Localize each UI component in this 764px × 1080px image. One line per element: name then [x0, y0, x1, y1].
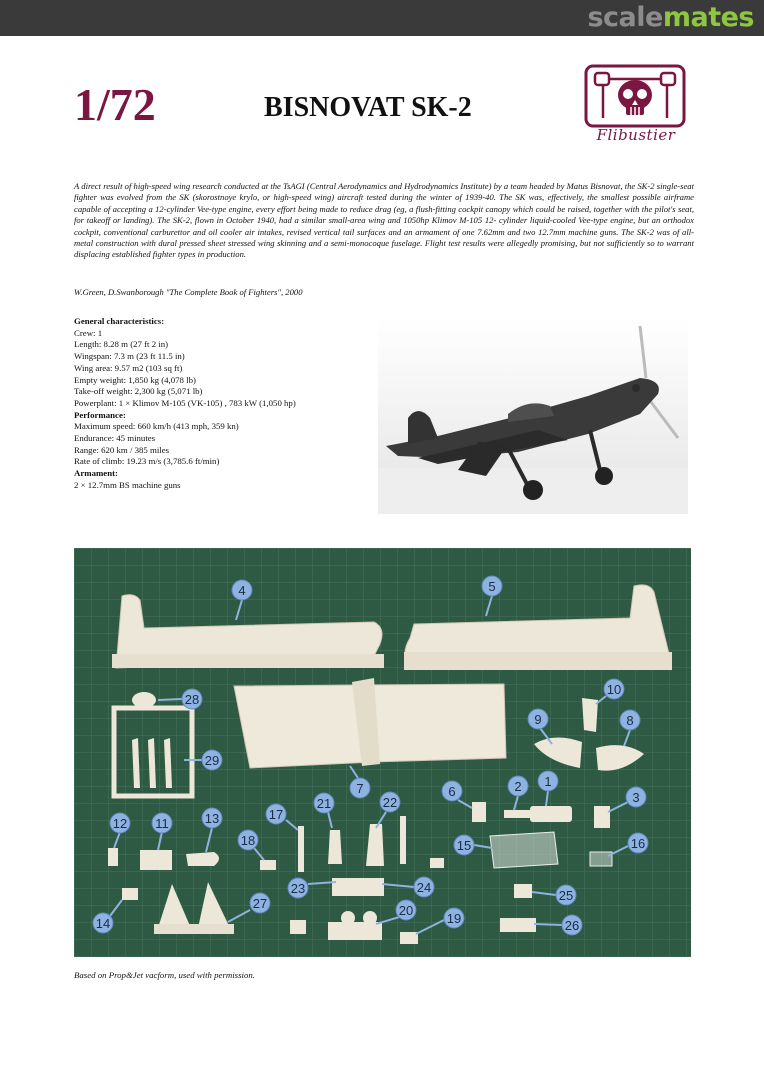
part-number: 14 [95, 916, 111, 931]
armament-heading: Armament: [74, 468, 118, 479]
part-number: 5 [488, 579, 496, 594]
spec-line: Maximum speed: 660 km/h (413 mph, 359 kn) [74, 421, 239, 432]
kit-scale: 1/72 [74, 79, 156, 130]
spec-line: Length: 8.28 m (27 ft 2 in) [74, 339, 169, 350]
part-number: 13 [204, 811, 220, 826]
part-number: 10 [606, 682, 622, 697]
part-number: 3 [632, 790, 640, 805]
part-number: 25 [558, 888, 574, 903]
brand-part-1: scale [587, 2, 663, 33]
part-number: 8 [626, 713, 634, 728]
spec-line: Crew: 1 [74, 327, 103, 338]
performance-heading: Performance: [74, 409, 126, 420]
history-paragraph: A direct result of high-speed wing research conducted at the TsAGI (Central Aerodynamics and Hydrodynamics Institute) by a team headed by Matus Bisnovat, the SK-2 single-seat fighter was evolved from the SK (skorostnoye krylo, or high-speed wing) aircraft tested during the winter of 1939-40. The SK was, effectively, the smallest possible airframe capable of accepting a 12-cylinder Vee-type engine, every effort being made to reduce drag (eg, a flush-fitting cockpit canopy which could be raised, together with the pilot's seat, for takeoff or landing). The SK-2, flown in October 1940, had a similar small-area wing and 1050hp Klimov M-105 12- cylinder liquid-cooled Vee-type engine, but an orthodox cockpit, conventional carburettor and oil cooler air intakes, revised vertical tail surfaces and an armament of one 7.62mm and two 12.7mm machine guns. The SK-2 was of all-metal construction with dural pressed sheet stressed wing skinning and a semi-monocoque fuselage. Flight test results were allegedly promising, but not sufficiently so to warrant displacing established fighter types in production. [74, 181, 694, 260]
part-number: 21 [316, 796, 332, 811]
part-number: 19 [446, 911, 462, 926]
part-number: 26 [564, 918, 580, 933]
part-number: 4 [238, 583, 246, 598]
specifications-block [74, 316, 296, 492]
scalemates-logo[interactable] [587, 2, 754, 33]
general-heading: General characteristics: [74, 316, 165, 326]
kit-title: BISNOVAT SK-2 [264, 92, 472, 123]
part-number: 9 [534, 712, 542, 727]
part-number: 6 [448, 784, 456, 799]
source-citation: W.Green, D.Swanborough "The Complete Book of Fighters", 2000 [74, 287, 303, 297]
spec-line: Wingspan: 7.3 m (23 ft 11.5 in) [74, 351, 185, 362]
spec-line: Wing area: 9.57 m2 (103 sq ft) [74, 362, 183, 373]
part-number: 1 [544, 774, 552, 789]
part-number: 12 [112, 816, 128, 831]
spec-line: 2 × 12.7mm BS machine guns [74, 479, 181, 490]
part-number: 22 [382, 795, 398, 810]
part-number: 27 [252, 896, 268, 911]
brand-part-2: mates [662, 2, 754, 33]
part-number: 16 [630, 836, 646, 851]
part-number: 15 [456, 838, 472, 853]
site-header-bar [0, 0, 764, 36]
spec-line: Range: 620 km / 385 miles [74, 444, 170, 455]
part-number: 20 [398, 903, 414, 918]
part-number: 23 [290, 881, 306, 896]
part-number: 24 [416, 880, 432, 895]
part-number: 11 [155, 816, 169, 831]
spec-line: Empty weight: 1,850 kg (4,078 lb) [74, 374, 196, 385]
flibustier-brand-text: Flibustier [596, 126, 676, 144]
part-number: 2 [514, 779, 522, 794]
part-number: 18 [240, 833, 256, 848]
spec-line: Rate of climb: 19.23 m/s (3,785.6 ft/min) [74, 456, 220, 467]
photo-caption: Based on Prop&Jet vacform, used with permission. [74, 970, 255, 980]
spec-line: Endurance: 45 minutes [74, 433, 156, 444]
spec-line: Powerplant: 1 × Klimov M-105 (VK-105) , 783 kW (1,050 hp) [74, 397, 296, 408]
part-number: 7 [356, 781, 364, 796]
aircraft-photo [378, 318, 688, 514]
part-number: 29 [204, 753, 220, 768]
part-number: 28 [184, 692, 200, 707]
spec-line: Take-off weight: 2,300 kg (5,071 lb) [74, 386, 203, 397]
kit-parts-photo [74, 548, 691, 957]
part-number: 17 [268, 807, 284, 822]
